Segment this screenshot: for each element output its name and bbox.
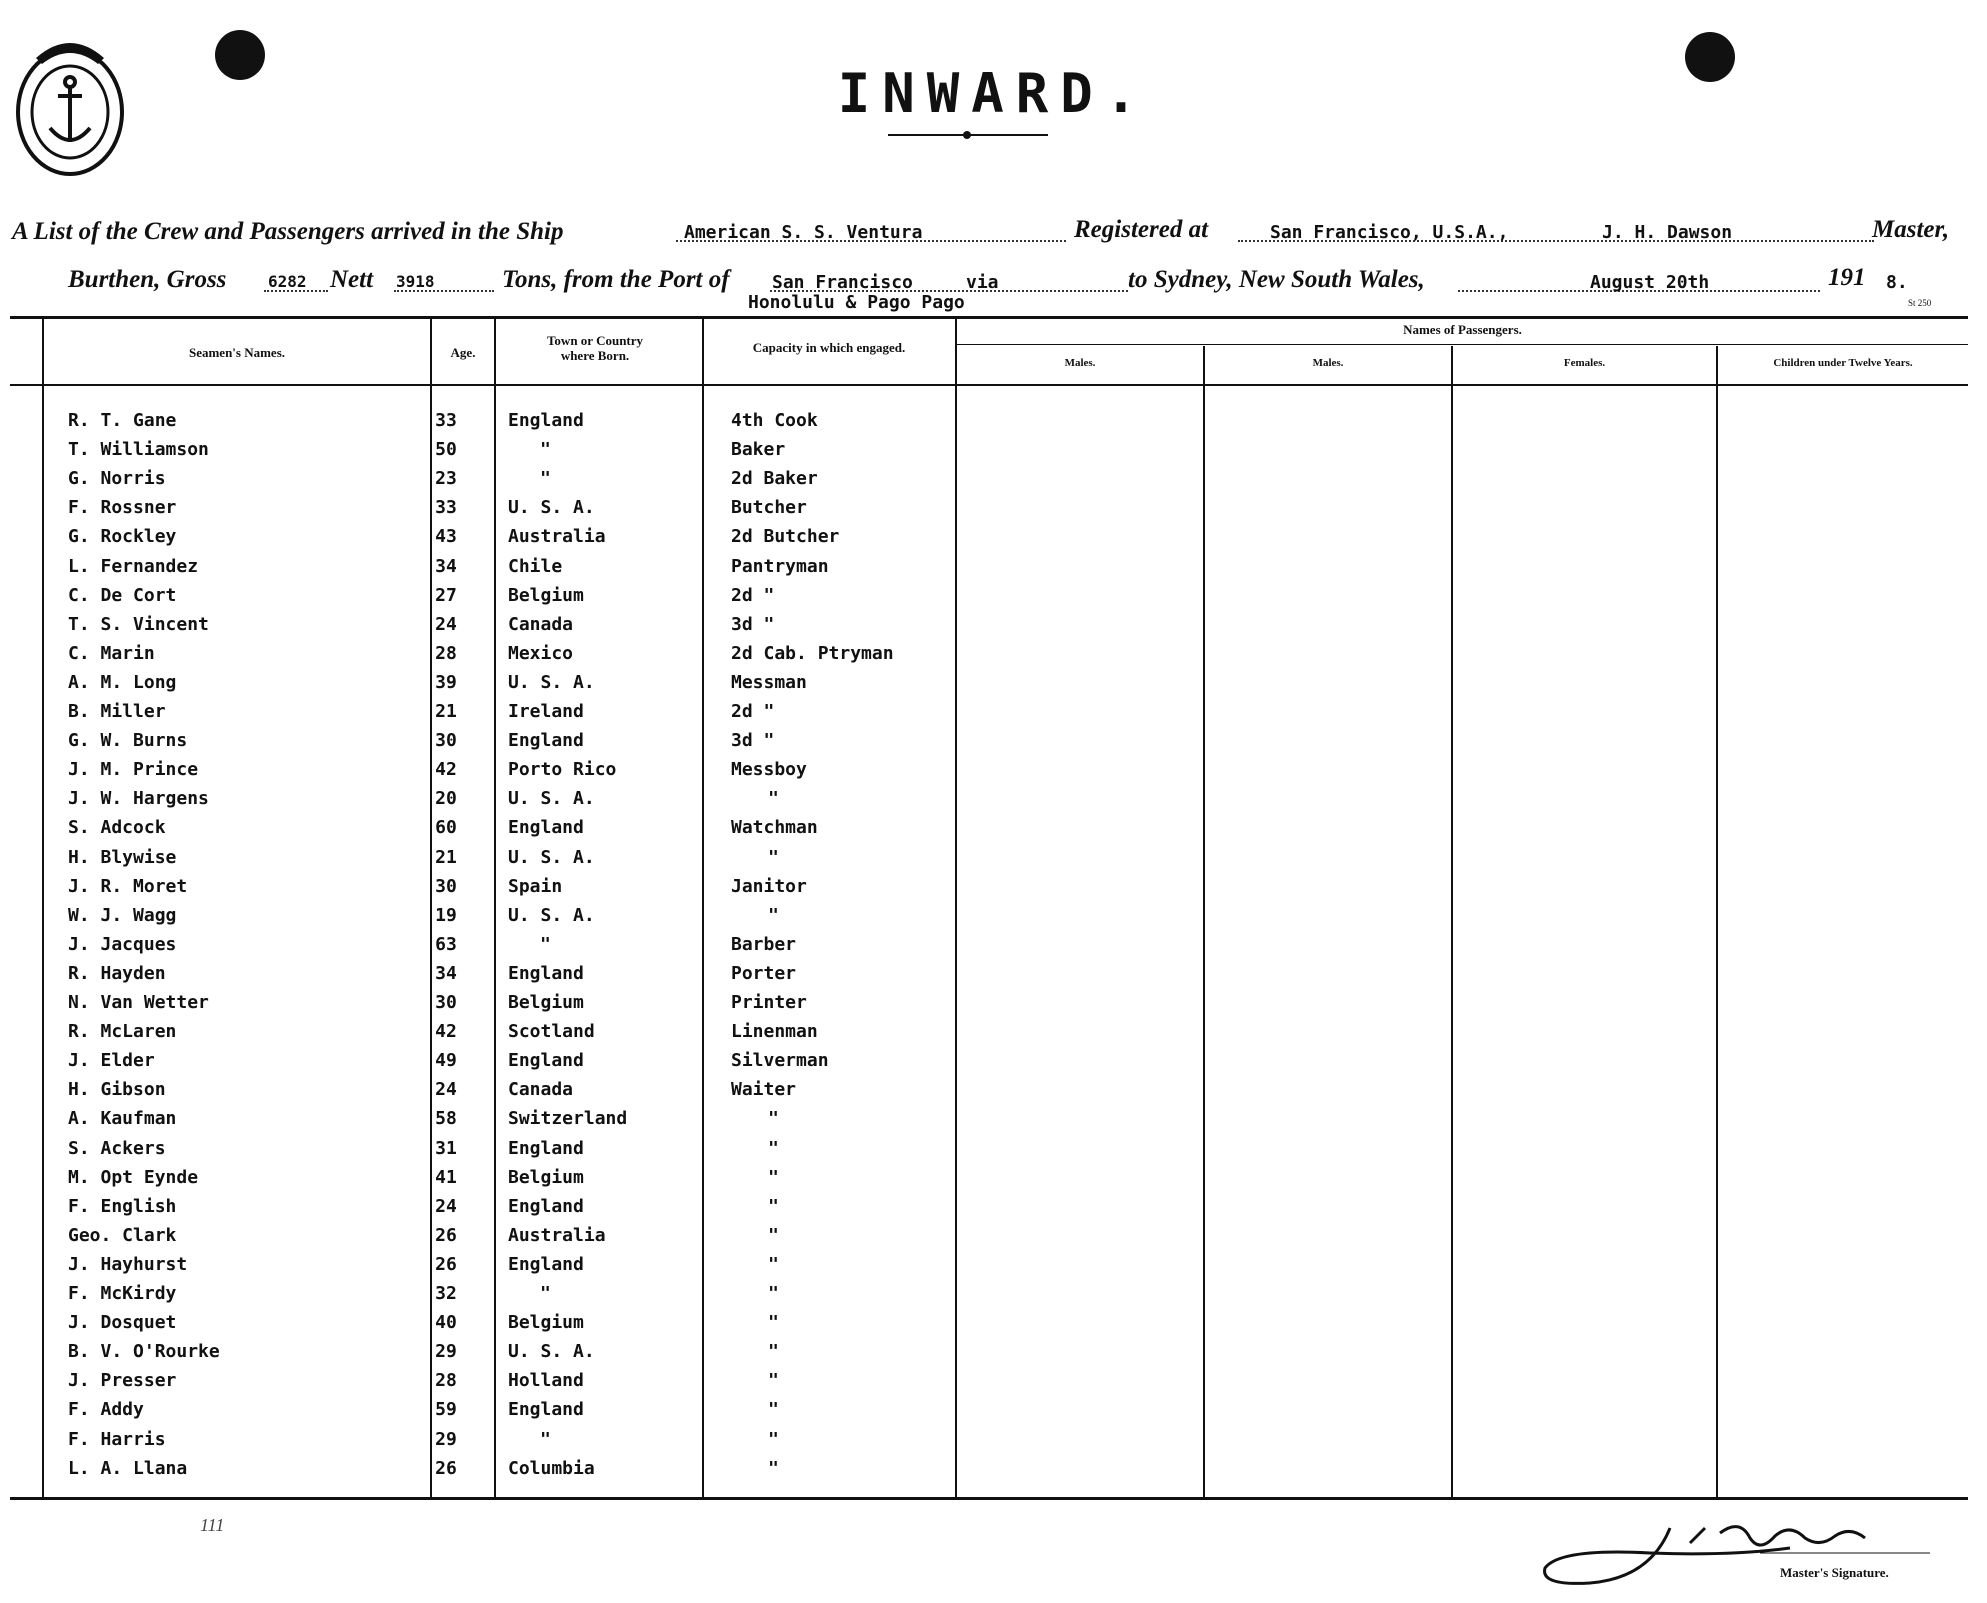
table-row <box>0 439 1987 467</box>
title-ornament <box>963 131 971 139</box>
crew-birthplace: U. S. A. <box>508 846 595 868</box>
crew-capacity: " <box>768 1428 779 1450</box>
crew-name: L. Fernandez <box>68 555 199 577</box>
tally-mark: 111 <box>200 1515 225 1535</box>
crew-name: N. Van Wetter <box>68 992 209 1013</box>
crew-birthplace: England <box>508 1253 584 1275</box>
crew-capacity: " <box>768 788 779 810</box>
crew-birthplace: Columbia <box>508 1457 595 1479</box>
table-row <box>0 1429 1987 1457</box>
crew-capacity: Watchman <box>731 817 818 839</box>
crew-age: 43 <box>435 526 457 548</box>
crew-age: 26 <box>435 1253 457 1275</box>
table-row <box>0 1370 1987 1398</box>
year-prefix: 191 <box>1828 264 1866 291</box>
crew-birthplace: England <box>508 1137 584 1159</box>
crew-age: 34 <box>435 555 457 577</box>
crew-birthplace: Australia <box>508 526 606 548</box>
crew-age: 24 <box>435 1195 457 1217</box>
crew-birthplace: U. S. A. <box>508 788 595 810</box>
crew-capacity: " <box>768 846 779 868</box>
crew-name: F. Harris <box>68 1428 166 1450</box>
crew-name: F. Addy <box>68 1399 144 1421</box>
col-header-born: Town or Country where Born. <box>546 333 644 363</box>
table-bottom-rule <box>10 1497 1968 1500</box>
crew-birthplace: England <box>508 1050 584 1072</box>
crew-birthplace: " <box>540 1428 551 1450</box>
table-row <box>0 963 1987 991</box>
table-row <box>0 992 1987 1020</box>
table-row <box>0 1341 1987 1369</box>
crew-capacity: Silverman <box>731 1050 829 1072</box>
crew-name: J. Elder <box>68 1050 155 1072</box>
col-header-passengers: Names of Passengers. <box>1403 322 1522 337</box>
table-row <box>0 1458 1987 1486</box>
arrival-date: August 20th <box>1590 272 1710 293</box>
crew-age: 24 <box>435 1079 457 1101</box>
crew-age: 24 <box>435 613 457 635</box>
port-name: San Francisco <box>772 272 913 293</box>
table-row <box>0 1283 1987 1311</box>
crew-name: G. W. Burns <box>68 730 188 752</box>
table-row <box>0 614 1987 642</box>
via-ports: Honolulu & Pago Pago <box>748 292 965 313</box>
page-title: INWARD. <box>837 62 1150 125</box>
crew-age: 49 <box>435 1050 457 1072</box>
table-row <box>0 585 1987 613</box>
col-header-children: Children under Twelve Years. <box>1773 357 1913 369</box>
crew-name: R. McLaren <box>68 1021 177 1043</box>
crew-capacity: Printer <box>731 992 807 1013</box>
registered-label: Registered at <box>1074 216 1209 243</box>
table-row <box>0 759 1987 787</box>
col-header-names: Seamen's Names. <box>188 345 286 360</box>
crew-name: F. McKirdy <box>68 1283 177 1304</box>
crew-age: 63 <box>435 933 457 955</box>
crew-capacity: 2d " <box>731 584 775 606</box>
table-row <box>0 847 1987 875</box>
crew-age: 58 <box>435 1108 457 1130</box>
crew-age: 28 <box>435 1370 457 1392</box>
crew-birthplace: Canada <box>508 1079 574 1101</box>
crew-name: J. W. Hargens <box>68 788 209 810</box>
crew-age: 42 <box>435 759 457 781</box>
crew-age: 59 <box>435 1399 457 1421</box>
crew-capacity: 4th Cook <box>731 410 818 431</box>
crew-birthplace: Holland <box>508 1370 584 1392</box>
table-row <box>0 1050 1987 1078</box>
table-row <box>0 1225 1987 1253</box>
table-row <box>0 1138 1987 1166</box>
crew-age: 33 <box>435 497 457 519</box>
crew-age: 20 <box>435 788 457 810</box>
table-row <box>0 1312 1987 1340</box>
crew-capacity: " <box>768 1166 779 1188</box>
crew-birthplace: Belgium <box>508 992 584 1013</box>
crew-name: H. Gibson <box>68 1079 166 1101</box>
crew-birthplace: " <box>540 468 551 490</box>
crew-capacity: 3d " <box>731 730 775 752</box>
table-row <box>0 1021 1987 1049</box>
crew-birthplace: " <box>540 1283 551 1304</box>
year-suffix: 8. <box>1886 272 1908 293</box>
crew-name: R. T. Gane <box>68 410 177 431</box>
table-row <box>0 788 1987 816</box>
crew-age: 34 <box>435 962 457 984</box>
col-header-males-1: Males. <box>1064 357 1096 369</box>
crew-name: J. Jacques <box>68 933 177 955</box>
header-list-label: A List of the Crew and Passengers arrived in the Ship <box>12 218 564 245</box>
crew-age: 26 <box>435 1224 457 1246</box>
crew-capacity: " <box>768 1224 779 1246</box>
table-row <box>0 468 1987 496</box>
crew-birthplace: Porto Rico <box>508 759 617 781</box>
crew-capacity: " <box>768 1253 779 1275</box>
crew-capacity: " <box>768 1137 779 1159</box>
crew-capacity: " <box>768 1370 779 1392</box>
passenger-subheader-rule <box>955 344 1968 345</box>
crew-birthplace: " <box>540 439 551 461</box>
crew-age: 41 <box>435 1166 457 1188</box>
crew-capacity: " <box>768 1283 779 1304</box>
crew-age: 40 <box>435 1312 457 1334</box>
table-row <box>0 526 1987 554</box>
crew-name: W. J. Wagg <box>68 904 177 926</box>
crew-age: 21 <box>435 701 457 722</box>
crew-name: A. Kaufman <box>68 1108 177 1130</box>
crew-capacity: Barber <box>731 933 797 955</box>
crew-birthplace: U. S. A. <box>508 671 595 693</box>
crew-capacity: Linenman <box>731 1021 818 1043</box>
crew-name: G. Rockley <box>68 526 177 548</box>
crew-age: 27 <box>435 584 457 606</box>
crew-name: B. Miller <box>68 701 166 722</box>
crew-birthplace: Belgium <box>508 1166 584 1188</box>
crew-name: M. Opt Eynde <box>68 1166 199 1188</box>
crew-name: J. Hayhurst <box>68 1253 188 1275</box>
master-name: J. H. Dawson <box>1602 222 1733 243</box>
signature-label: Master's Signature. <box>1780 1565 1889 1580</box>
crew-birthplace: Switzerland <box>508 1108 628 1130</box>
crew-age: 33 <box>435 410 457 431</box>
crew-age: 50 <box>435 439 457 461</box>
table-row <box>0 643 1987 671</box>
crew-age: 29 <box>435 1428 457 1450</box>
crew-capacity: 2d Butcher <box>731 526 840 548</box>
table-top-rule <box>10 316 1968 319</box>
crew-capacity: " <box>768 1341 779 1363</box>
header-bottom-rule <box>10 384 1968 386</box>
col-header-capacity: Capacity in which engaged. <box>752 340 906 355</box>
crew-age: 30 <box>435 875 457 897</box>
gross-tons: 6282 <box>268 272 307 291</box>
crew-capacity: 2d Cab. Ptryman <box>731 642 894 664</box>
crew-age: 42 <box>435 1021 457 1043</box>
crew-name: B. V. O'Rourke <box>68 1341 220 1363</box>
crew-name: S. Ackers <box>68 1137 166 1159</box>
crew-capacity: Baker <box>731 439 786 461</box>
crew-name: F. English <box>68 1195 177 1217</box>
crew-capacity: " <box>768 1399 779 1421</box>
crew-name: G. Norris <box>68 468 166 490</box>
crew-name: J. R. Moret <box>68 875 188 897</box>
crew-age: 30 <box>435 730 457 752</box>
svg-text:J. H. Dawson: J. H. Dawson <box>1640 1558 1646 1559</box>
to-sydney-label: to Sydney, New South Wales, <box>1128 266 1425 293</box>
table-row <box>0 730 1987 758</box>
crew-birthplace: England <box>508 962 584 984</box>
registered-port: San Francisco, U.S.A., <box>1270 222 1509 243</box>
crew-age: 29 <box>435 1341 457 1363</box>
tons-from-label: Tons, from the Port of <box>502 266 730 293</box>
table-row <box>0 1399 1987 1427</box>
crew-capacity: " <box>768 1312 779 1334</box>
master-signature <box>1530 1508 1930 1598</box>
crew-capacity: " <box>768 1457 779 1479</box>
table-row <box>0 934 1987 962</box>
crew-birthplace: Belgium <box>508 584 584 606</box>
crew-age: 39 <box>435 671 457 693</box>
crew-birthplace: England <box>508 730 584 752</box>
crew-birthplace: " <box>540 933 551 955</box>
crew-birthplace: Australia <box>508 1224 606 1246</box>
crew-capacity: Janitor <box>731 875 807 897</box>
crew-name: T. Williamson <box>68 439 209 461</box>
crew-name: F. Rossner <box>68 497 177 519</box>
table-row <box>0 701 1987 729</box>
via-label: via <box>966 272 999 293</box>
crew-name: R. Hayden <box>68 962 166 984</box>
crew-capacity: 2d " <box>731 701 775 722</box>
table-row <box>0 876 1987 904</box>
crew-name: H. Blywise <box>68 846 177 868</box>
crew-name: J. M. Prince <box>68 759 199 781</box>
crew-age: 32 <box>435 1283 457 1304</box>
crew-age: 60 <box>435 817 457 839</box>
crew-age: 30 <box>435 992 457 1013</box>
nett-tons: 3918 <box>396 272 435 291</box>
burthen-label: Burthen, Gross <box>68 266 227 293</box>
crew-birthplace: Scotland <box>508 1021 595 1043</box>
nett-label: Nett <box>330 266 374 293</box>
crew-capacity: Waiter <box>731 1079 797 1101</box>
crew-birthplace: England <box>508 1399 584 1421</box>
crew-birthplace: Spain <box>508 875 563 897</box>
crew-name: C. Marin <box>68 642 155 664</box>
crew-name: C. De Cort <box>68 584 177 606</box>
col-header-females: Females. <box>1563 357 1606 369</box>
crew-capacity: " <box>768 1195 779 1217</box>
table-row <box>0 556 1987 584</box>
crew-birthplace: U. S. A. <box>508 1341 595 1363</box>
form-number: St 250 <box>1908 298 1932 308</box>
crew-capacity: 3d " <box>731 613 775 635</box>
crew-birthplace: U. S. A. <box>508 497 595 519</box>
crew-age: 31 <box>435 1137 457 1159</box>
crew-birthplace: England <box>508 1195 584 1217</box>
table-row <box>0 1196 1987 1224</box>
table-row <box>0 1167 1987 1195</box>
crew-name: Geo. Clark <box>68 1224 177 1246</box>
crew-name: J. Dosquet <box>68 1312 177 1334</box>
table-row <box>0 905 1987 933</box>
crew-name: S. Adcock <box>68 817 166 839</box>
table-row <box>0 497 1987 525</box>
crew-age: 26 <box>435 1457 457 1479</box>
crew-birthplace: Belgium <box>508 1312 584 1334</box>
crew-capacity: Pantryman <box>731 555 829 577</box>
crew-capacity: Butcher <box>731 497 807 519</box>
master-label: Master, <box>1872 216 1950 243</box>
crew-capacity: Porter <box>731 962 797 984</box>
col-header-age: Age. <box>450 345 476 360</box>
crew-age: 28 <box>435 642 457 664</box>
crew-capacity: " <box>768 904 779 926</box>
crew-birthplace: Canada <box>508 613 574 635</box>
crew-capacity: Messman <box>731 671 807 693</box>
crew-birthplace: Chile <box>508 555 563 577</box>
crew-name: T. S. Vincent <box>68 613 209 635</box>
table-row <box>0 672 1987 700</box>
crew-age: 23 <box>435 468 457 490</box>
crew-name: J. Presser <box>68 1370 177 1392</box>
crew-birthplace: Mexico <box>508 642 574 664</box>
table-row <box>0 1254 1987 1282</box>
crew-age: 21 <box>435 846 457 868</box>
crew-birthplace: U. S. A. <box>508 904 595 926</box>
crew-name: A. M. Long <box>68 671 177 693</box>
crew-capacity: Messboy <box>731 759 807 781</box>
table-row <box>0 1108 1987 1136</box>
table-row <box>0 817 1987 845</box>
crew-birthplace: England <box>508 817 584 839</box>
crew-name: L. A. Llana <box>68 1457 188 1479</box>
table-row <box>0 410 1987 438</box>
crew-birthplace: Ireland <box>508 701 584 722</box>
crew-birthplace: England <box>508 410 584 431</box>
crew-capacity: " <box>768 1108 779 1130</box>
col-header-males-2: Males. <box>1312 357 1344 369</box>
ship-name: American S. S. Ventura <box>684 222 923 243</box>
crew-age: 19 <box>435 904 457 926</box>
table-row <box>0 1079 1987 1107</box>
crew-capacity: 2d Baker <box>731 468 818 490</box>
